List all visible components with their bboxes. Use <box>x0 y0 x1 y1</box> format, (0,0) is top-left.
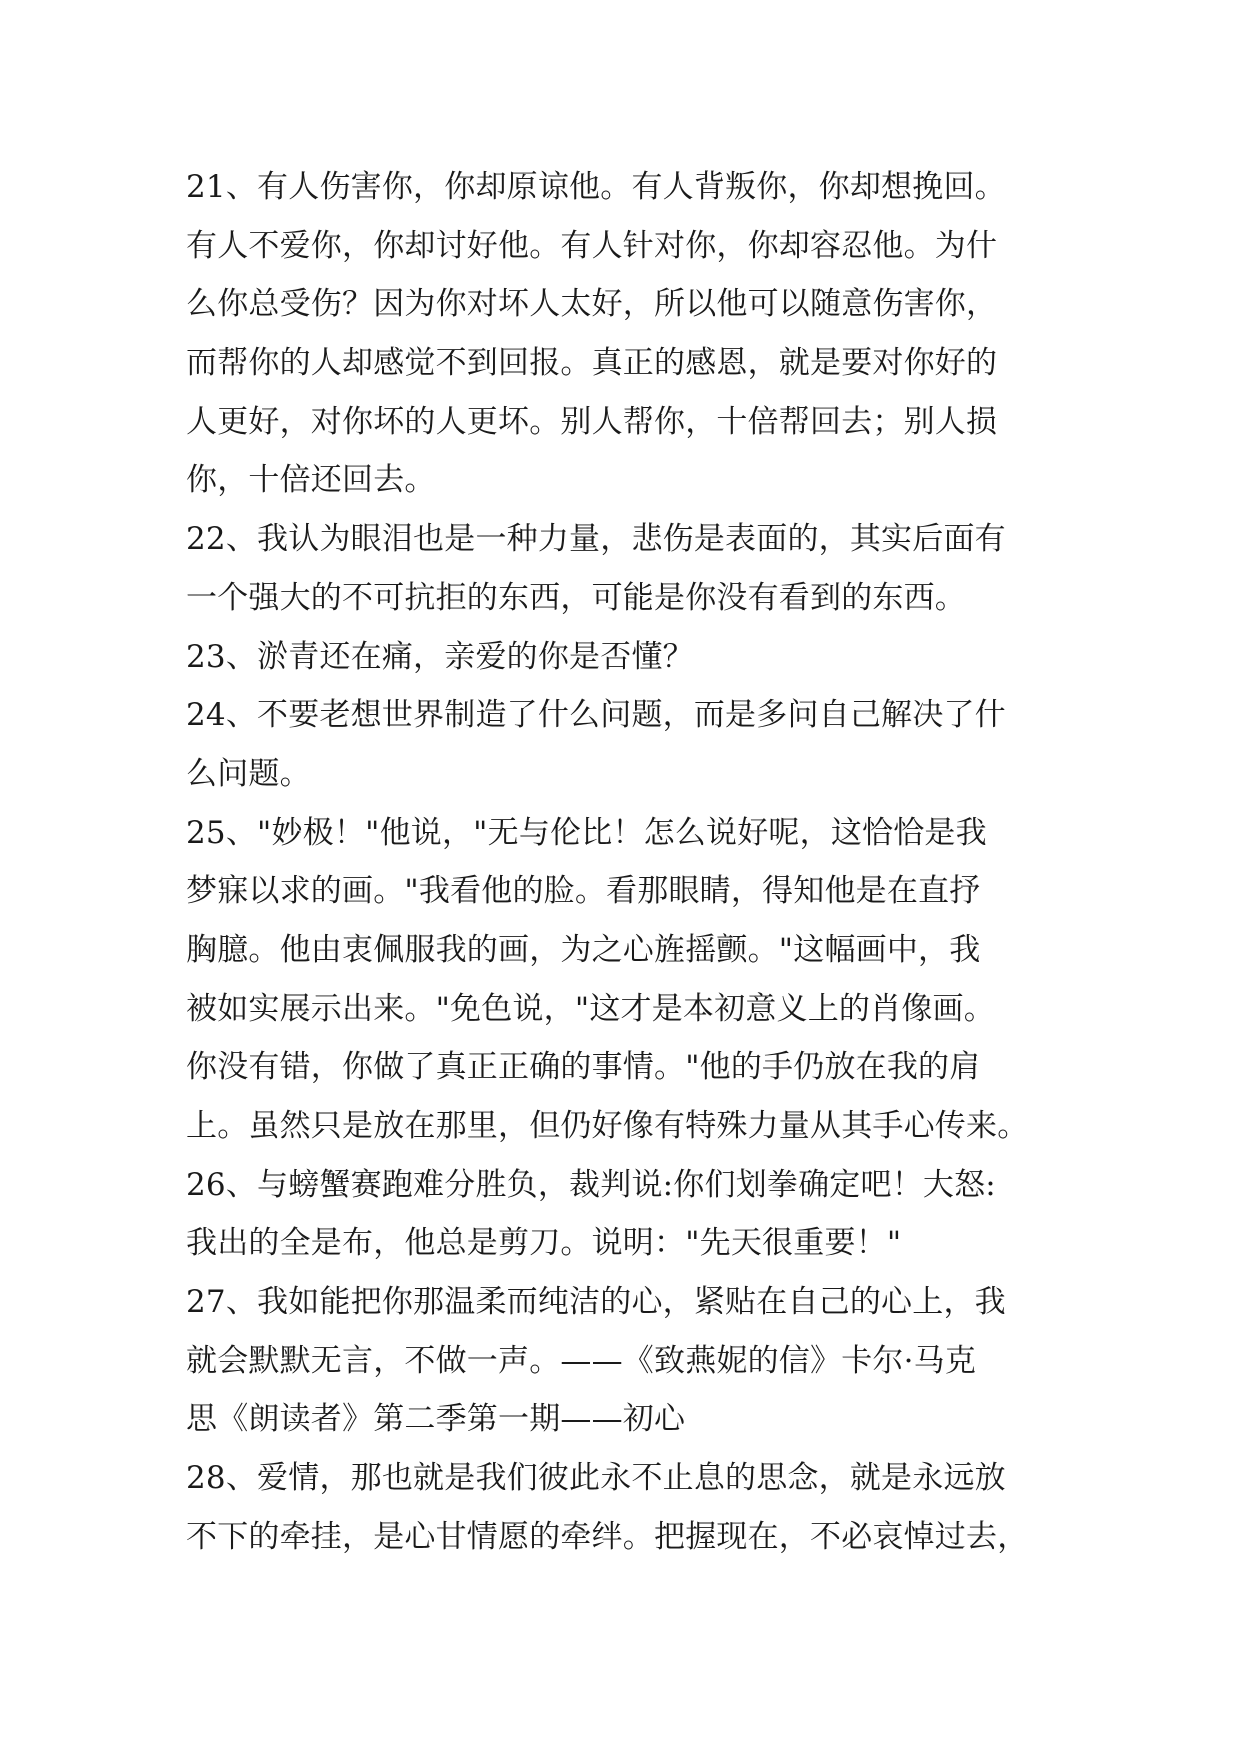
text-line: 么你总受伤？因为你对坏人太好，所以他可以随意伤害你， <box>186 286 998 323</box>
text-line: 梦寐以求的画。"我看他的脸。看那眼睛，得知他是在直抒 <box>186 873 981 910</box>
document-body <box>186 158 1086 1567</box>
text-line: 不下的牵挂，是心甘情愿的牵绊。把握现在，不必哀悼过去， <box>186 1518 1029 1555</box>
text-line: 26、与螃蟹赛跑难分胜负，裁判说:你们划拳确定吧！大怒: <box>186 1166 996 1203</box>
text-line: 一个强大的不可抗拒的东西，可能是你没有看到的东西。 <box>186 579 966 616</box>
text-line: 25、"妙极！"他说，"无与伦比！怎么说好呢，这恰恰是我 <box>186 814 987 851</box>
text-line: 23、淤青还在痛，亲爱的你是否懂？ <box>186 638 694 675</box>
text-line: 你没有错，你做了真正正确的事情。"他的手仍放在我的肩 <box>186 1049 981 1086</box>
text-line: 胸臆。他由衷佩服我的画，为之心旌摇颤。"这幅画中，我 <box>186 931 981 968</box>
text-line: 有人不爱你，你却讨好他。有人针对你，你却容忍他。为什 <box>186 227 998 264</box>
text-line: 上。虽然只是放在那里，但仍好像有特殊力量从其手心传来。 <box>186 1108 1029 1144</box>
text-line: 你，十倍还回去。 <box>186 462 436 499</box>
text-line: 24、不要老想世界制造了什么问题，而是多问自己解决了什 <box>186 697 1006 734</box>
text-line: 22、我认为眼泪也是一种力量，悲伤是表面的，其实后面有 <box>186 521 1006 558</box>
text-line: 而帮你的人却感觉不到回报。真正的感恩，就是要对你好的 <box>186 345 998 382</box>
text-line: 人更好，对你坏的人更坏。别人帮你，十倍帮回去；别人损 <box>186 403 998 440</box>
text-line: 我出的全是布，他总是剪刀。说明："先天很重要！" <box>186 1225 902 1262</box>
text-line: 被如实展示出来。"免色说，"这才是本初意义上的肖像画。 <box>186 990 995 1027</box>
text-line: 27、我如能把你那温柔而纯洁的心，紧贴在自己的心上，我 <box>186 1284 1006 1321</box>
text-line: 21、有人伤害你，你却原谅他。有人背叛你，你却想挽回。 <box>186 169 1006 205</box>
text-line: 就会默默无言，不做一声。——《致燕妮的信》卡尔·马克 <box>186 1342 977 1379</box>
text-line: 么问题。 <box>186 755 311 792</box>
text-line: 思《朗读者》第二季第一期——初心 <box>186 1401 686 1438</box>
text-line: 28、爱情，那也就是我们彼此永不止息的思念，就是永远放 <box>186 1460 1006 1497</box>
